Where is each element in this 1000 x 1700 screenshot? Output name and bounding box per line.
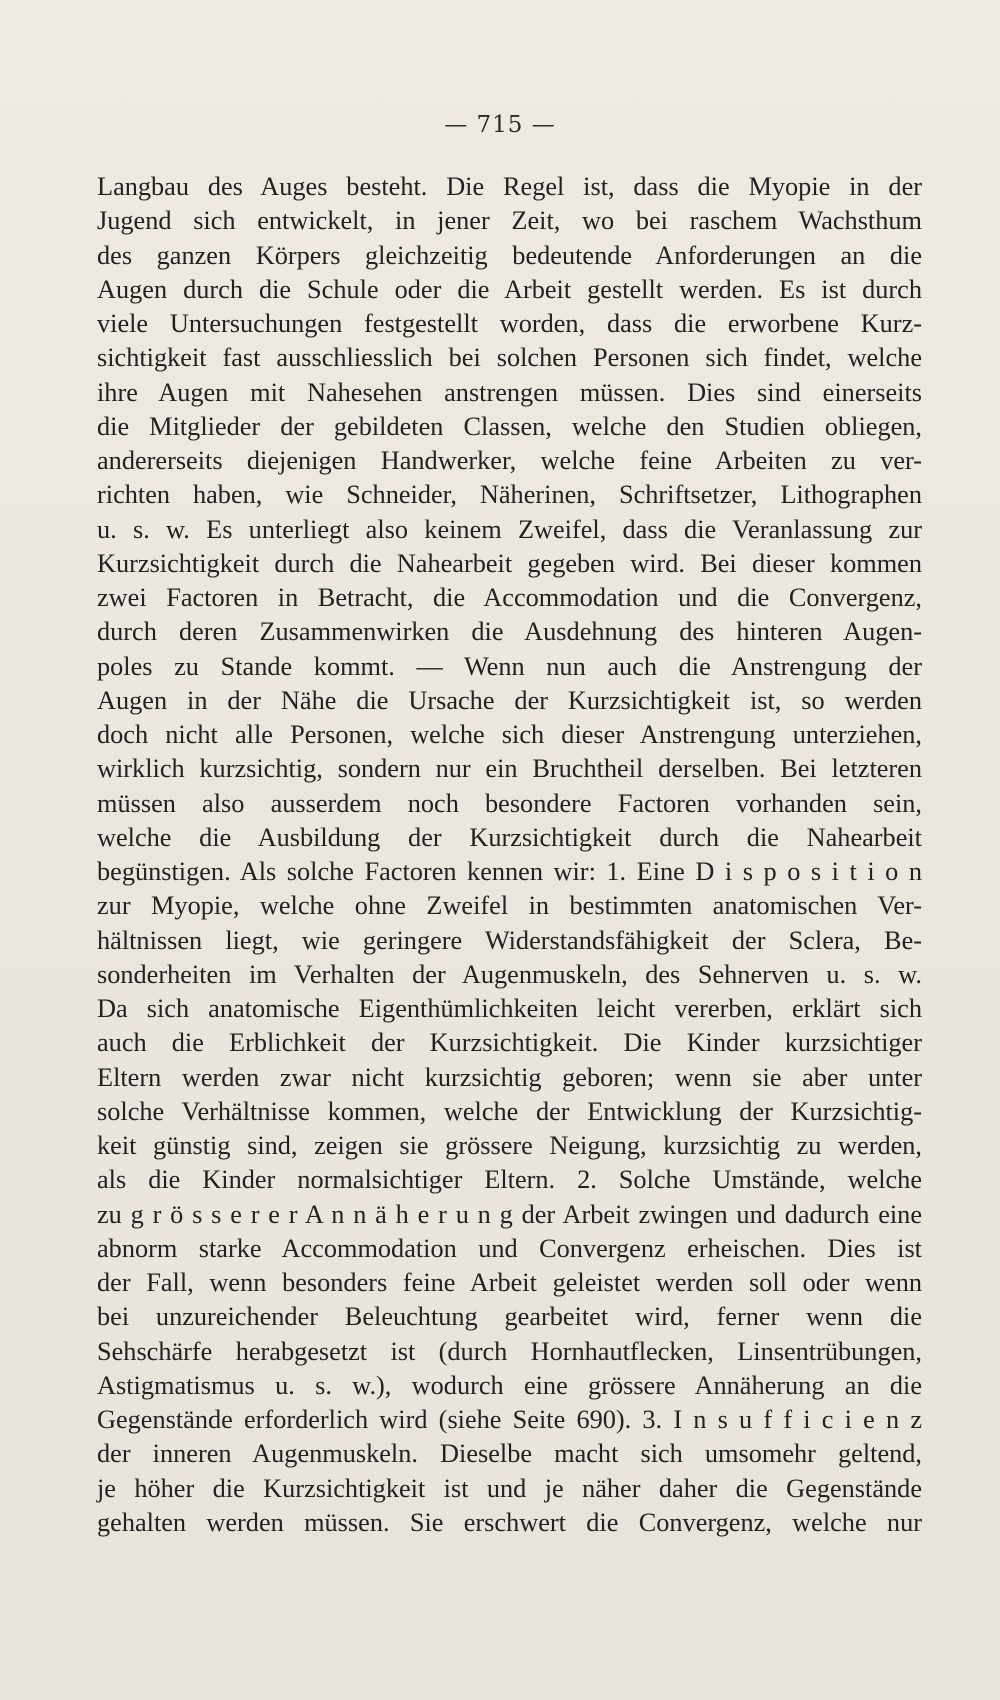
text-line: der Fall, wenn besonders feine Arbeit geleistet werden soll oder wenn bbox=[97, 1268, 922, 1297]
text-line: hältnissen liegt, wie geringere Widerstandsfähigkeit der Sclera, Be- bbox=[97, 925, 922, 955]
text-line: Eltern werden zwar nicht kurzsichtig geboren; wenn sie aber unter bbox=[97, 1062, 922, 1092]
text-line: Astigmatismus u. s. w.), wodurch eine grössere Annäherung an die bbox=[97, 1370, 922, 1400]
text-line: richten haben, wie Schneider, Näherinen, Schriftsetzer, Lithographen bbox=[97, 480, 922, 510]
text-line: welche die Ausbildung der Kurzsichtigkeit durch die Nahearbeit bbox=[97, 822, 922, 852]
text-line: doch nicht alle Personen, welche sich dieser Anstrengung unterziehen, bbox=[97, 720, 922, 749]
text-line: viele Untersuchungen festgestellt worden, dass die erworbene Kurz- bbox=[97, 309, 922, 338]
text-line: keit günstig sind, zeigen sie grössere Neigung, kurzsichtig zu werden, bbox=[97, 1131, 922, 1160]
text-line: auch die Erblichkeit der Kurzsichtigkeit. Die Kinder kurzsichtiger bbox=[97, 1028, 922, 1058]
text-line: Sehschärfe herabgesetzt ist (durch Hornhautflecken, Linsentrübungen, bbox=[97, 1336, 922, 1366]
text-line: als die Kinder normalsichtiger Eltern. 2. Solche Umstände, welche bbox=[97, 1165, 922, 1195]
text-line: sichtigkeit fast ausschliesslich bei solchen Personen sich findet, welche bbox=[97, 343, 922, 373]
text-line: je höher die Kurzsichtigkeit ist und je näher daher die Gegenstände bbox=[97, 1473, 922, 1503]
text-line: Da sich anatomische Eigenthümlichkeiten leicht vererben, erklärt sich bbox=[97, 994, 922, 1023]
text-line: wirklich kurzsichtig, sondern nur ein Bruchtheil derselben. Bei letzteren bbox=[97, 754, 922, 784]
text-line: des ganzen Körpers gleichzeitig bedeutende Anforderungen an die bbox=[97, 240, 922, 270]
text-line: Kurzsichtigkeit durch die Nahearbeit gegeben wird. Bei dieser kommen bbox=[97, 548, 922, 578]
text-line: durch deren Zusammenwirken die Ausdehnung des hinteren Augen- bbox=[97, 617, 922, 647]
text-line: begünstigen. Als solche Factoren kennen wir: 1. Eine D i s p o s i t i o n bbox=[97, 857, 922, 886]
text-line: Langbau des Auges besteht. Die Regel ist, dass die Myopie in der bbox=[97, 172, 922, 201]
text-line: müssen also ausserdem noch besondere Factoren vorhanden sein, bbox=[97, 788, 922, 818]
text-line: zu g r ö s s e r e r A n n ä h e r u n g der Arbeit zwingen und dadurch eine bbox=[97, 1199, 922, 1229]
text-line: andererseits diejenigen Handwerker, welche feine Arbeiten zu ver- bbox=[97, 446, 922, 475]
text-line: ihre Augen mit Nahesehen anstrengen müssen. Dies sind einerseits bbox=[97, 377, 922, 407]
text-line: solche Verhältnisse kommen, welche der Entwicklung der Kurzsichtig- bbox=[97, 1096, 922, 1126]
text-line: Jugend sich entwickelt, in jener Zeit, wo bei raschem Wachsthum bbox=[97, 206, 922, 236]
text-line: poles zu Stande kommt. — Wenn nun auch die Anstrengung der bbox=[97, 651, 922, 681]
text-line: abnorm starke Accommodation und Convergenz erheischen. Dies ist bbox=[97, 1233, 922, 1263]
text-line: der inneren Augenmuskeln. Dieselbe macht sich umsomehr geltend, bbox=[97, 1439, 922, 1469]
page-number: — 715 — bbox=[444, 112, 556, 138]
text-line: zur Myopie, welche ohne Zweifel in bestimmten anatomischen Ver- bbox=[97, 891, 922, 921]
text-line: sonderheiten im Verhalten der Augenmuskeln, des Sehnerven u. s. w. bbox=[97, 959, 922, 989]
text-line: Augen in der Nähe die Ursache der Kurzsichtigkeit ist, so werden bbox=[97, 685, 922, 715]
body-text bbox=[97, 170, 922, 1540]
text-line: gehalten werden müssen. Sie erschwert die Convergenz, welche nur bbox=[97, 1507, 922, 1537]
text-line: Augen durch die Schule oder die Arbeit gestellt werden. Es ist durch bbox=[97, 274, 922, 304]
text-line: u. s. w. Es unterliegt also keinem Zweifel, dass die Veranlassung zur bbox=[97, 514, 922, 544]
text-line: bei unzureichender Beleuchtung gearbeitet wird, ferner wenn die bbox=[97, 1302, 922, 1332]
text-line: Gegenstände erforderlich wird (siehe Seite 690). 3. I n s u f f i c i e n z bbox=[97, 1405, 922, 1434]
text-line: die Mitglieder der gebildeten Classen, welche den Studien obliegen, bbox=[97, 411, 922, 441]
text-line: zwei Factoren in Betracht, die Accommodation und die Convergenz, bbox=[97, 583, 922, 612]
